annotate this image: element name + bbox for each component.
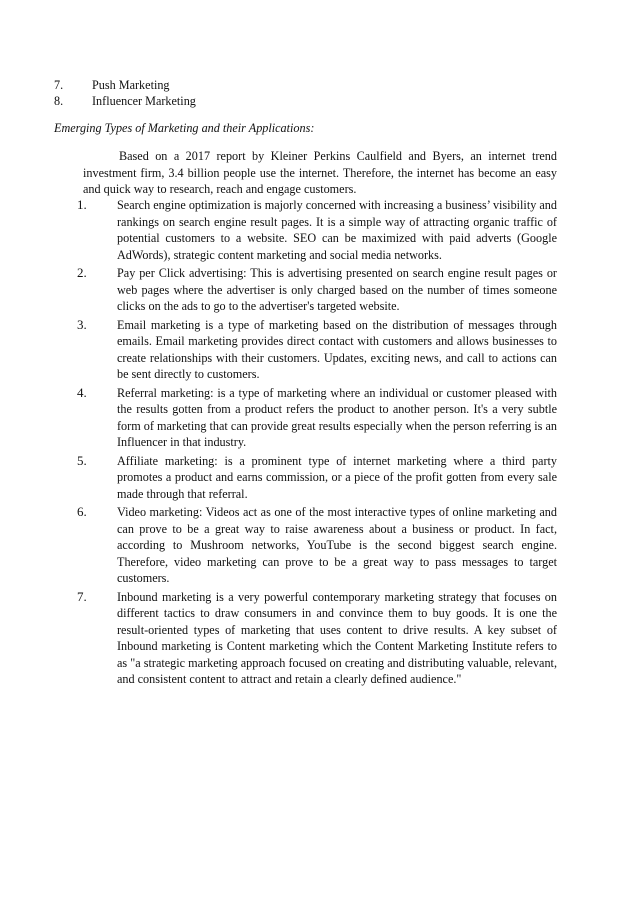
list-item-text: Referral marketing: is a type of marketing where an individual or customer pleased with the results gotten from a product refers the product to another person. It's a very subtle form of marketing that can provide great results especially when the person referring is an Influencer in that industry. <box>117 385 557 449</box>
list-item-number: 1. <box>77 197 87 212</box>
list-item <box>77 385 557 451</box>
list-item-number: 4. <box>77 384 87 400</box>
intro-paragraph: Based on a 2017 report by Kleiner Perkins Caulfield and Byers, an internet trend investment firm, 3.4 billion people use the internet. Therefore, the internet has become an easy and quick way to research, reach and engage customers. <box>83 149 557 196</box>
list-item-number: 5. <box>77 452 87 468</box>
list-item-text: Influencer Marketing <box>92 94 196 108</box>
list-item <box>77 453 557 503</box>
continued-list <box>54 77 574 109</box>
list-item-text: Search engine optimization is majorly concerned with increasing a business’ visibility and rankings on search engine result pages. It is a simple way of attracting organic traffic of potential customers to a website. SEO can be maximized with paid adverts (Google AdWords), strategic content marketing and social media networks. <box>117 198 557 262</box>
list-item <box>54 77 574 93</box>
marketing-types-list <box>77 197 557 690</box>
list-item <box>77 197 557 263</box>
list-item <box>77 504 557 587</box>
list-item-text: Email marketing is a type of marketing based on the distribution of messages through emails. Email marketing provides direct contact with customers and allows businesses to create relationships with their customers. Updates, exciting news, and call to actions can be sent directly to customers. <box>117 317 557 381</box>
list-item-number: 6. <box>77 504 87 519</box>
list-item-number: 2. <box>77 265 87 280</box>
list-item-number: 8. <box>54 94 64 108</box>
list-item <box>77 589 557 688</box>
list-item-text: Inbound marketing is a very powerful contemporary marketing strategy that focuses on different tactics to draw consumers in and convince them to buy goods. It is one the result-oriented types of marketing that uses content to drive results. A key subset of Inbound marketing is Content marketing which the Content Marketing Institute refers to as "a strategic marketing approach focused on creating and distributing valuable, relevant, and consistent content to attract and retain a clearly defined audience." <box>117 589 557 686</box>
list-item-text: Pay per Click advertising: This is advertising presented on search engine result pages or web pages where the advertiser is only charged based on the number of times someone clicks on the ads to go to the advertiser's targeted website. <box>117 266 557 313</box>
list-item <box>54 93 574 109</box>
list-item-text: Video marketing: Videos act as one of the most interactive types of online marketing and can prove to be a great way to raise awareness about a business or product. In fact, according to Mushroom networks, YouTube is the second biggest search engine. Therefore, video marketing can prove to be a great way to pass messages to target customers. <box>117 505 557 585</box>
list-item-number: 7. <box>54 78 64 92</box>
list-item-number: 3. <box>77 316 87 332</box>
list-item <box>77 317 557 383</box>
list-item-number: 7. <box>77 588 87 604</box>
list-item <box>77 265 557 315</box>
section-heading: Emerging Types of Marketing and their Applications: <box>54 121 315 135</box>
list-item-text: Push Marketing <box>92 78 170 92</box>
list-item-text: Affiliate marketing: is a prominent type of internet marketing where a third party promotes a product and earns commission, or a piece of the profit gotten from every sale made through that referral. <box>117 453 557 501</box>
